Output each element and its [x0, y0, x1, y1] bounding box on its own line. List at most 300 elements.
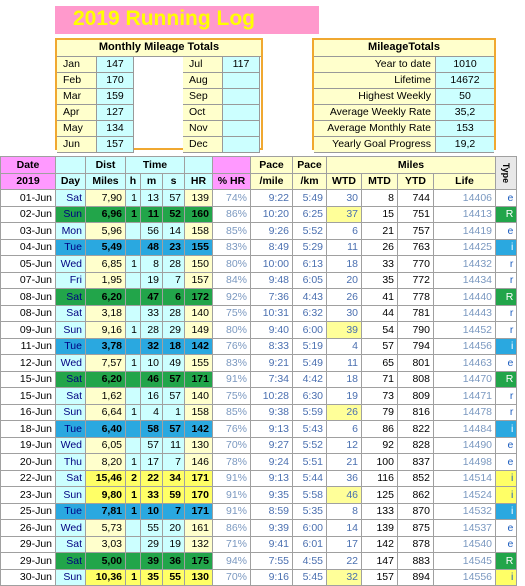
wtd-cell[interactable]: 14 — [327, 520, 362, 537]
date-cell[interactable]: 15-Jun — [1, 371, 56, 388]
heart-rate-cell[interactable]: 157 — [185, 272, 213, 289]
heart-rate-cell[interactable]: 175 — [185, 553, 213, 570]
type-cell[interactable]: e — [496, 520, 517, 537]
heart-rate-cell[interactable]: 171 — [185, 503, 213, 520]
mtd-cell[interactable]: 92 — [362, 437, 398, 454]
minutes-cell[interactable]: 55 — [141, 520, 163, 537]
type-cell[interactable]: r — [496, 388, 517, 405]
month-value[interactable]: 134 — [97, 121, 134, 137]
day-cell[interactable]: Wed — [56, 437, 86, 454]
month-value[interactable] — [223, 73, 260, 89]
miles-cell[interactable]: 9,16 — [86, 322, 126, 339]
date-cell[interactable]: 22-Jun — [1, 470, 56, 487]
pace-km-cell[interactable]: 5:35 — [293, 503, 327, 520]
life-cell[interactable]: 14425 — [434, 239, 496, 256]
heart-rate-cell[interactable]: 149 — [185, 322, 213, 339]
minutes-cell[interactable]: 10 — [141, 503, 163, 520]
date-cell[interactable]: 29-Jun — [1, 536, 56, 553]
date-cell[interactable]: 29-Jun — [1, 553, 56, 570]
date-cell[interactable]: 05-Jun — [1, 256, 56, 273]
pace-km-cell[interactable]: 6:01 — [293, 536, 327, 553]
miles-cell[interactable]: 6,20 — [86, 289, 126, 306]
day-cell[interactable]: Wed — [56, 355, 86, 372]
pace-km-cell[interactable]: 6:00 — [293, 520, 327, 537]
hours-cell[interactable] — [126, 520, 141, 537]
type-cell[interactable]: r — [496, 322, 517, 339]
pct-hr-cell[interactable]: 84% — [213, 272, 251, 289]
wtd-cell[interactable]: 18 — [327, 256, 362, 273]
ytd-cell[interactable]: 744 — [398, 190, 434, 207]
wtd-cell[interactable]: 46 — [327, 487, 362, 504]
wtd-cell[interactable]: 18 — [327, 371, 362, 388]
type-cell[interactable]: r — [496, 272, 517, 289]
pct-hr-cell[interactable]: 91% — [213, 371, 251, 388]
hours-cell[interactable]: 1 — [126, 190, 141, 207]
pct-hr-cell[interactable]: 85% — [213, 223, 251, 240]
seconds-cell[interactable]: 7 — [163, 503, 185, 520]
seconds-cell[interactable]: 57 — [163, 421, 185, 438]
heart-rate-cell[interactable]: 172 — [185, 289, 213, 306]
seconds-cell[interactable]: 59 — [163, 487, 185, 504]
type-cell[interactable]: i — [496, 487, 517, 504]
life-cell[interactable]: 14434 — [434, 272, 496, 289]
life-cell[interactable]: 14556 — [434, 569, 496, 586]
pace-km-cell[interactable]: 6:25 — [293, 206, 327, 223]
minutes-cell[interactable]: 17 — [141, 454, 163, 471]
life-cell[interactable]: 14545 — [434, 553, 496, 570]
wtd-cell[interactable]: 30 — [327, 305, 362, 322]
minutes-cell[interactable]: 33 — [141, 305, 163, 322]
hours-cell[interactable]: 1 — [126, 454, 141, 471]
date-cell[interactable]: 20-Jun — [1, 454, 56, 471]
seconds-cell[interactable]: 29 — [163, 322, 185, 339]
ytd-cell[interactable]: 809 — [398, 388, 434, 405]
seconds-cell[interactable]: 28 — [163, 256, 185, 273]
minutes-cell[interactable]: 39 — [141, 553, 163, 570]
pace-km-cell[interactable]: 6:05 — [293, 272, 327, 289]
pct-hr-cell[interactable]: 83% — [213, 355, 251, 372]
mtd-cell[interactable]: 73 — [362, 388, 398, 405]
miles-cell[interactable]: 5,73 — [86, 520, 126, 537]
type-cell[interactable]: r — [496, 404, 517, 421]
seconds-cell[interactable]: 57 — [163, 388, 185, 405]
type-cell[interactable]: e — [496, 454, 517, 471]
hours-cell[interactable]: 2 — [126, 470, 141, 487]
miles-cell[interactable]: 10,36 — [86, 569, 126, 586]
pace-mile-cell[interactable]: 10:00 — [251, 256, 293, 273]
heart-rate-cell[interactable]: 130 — [185, 437, 213, 454]
pace-km-cell[interactable]: 5:52 — [293, 223, 327, 240]
day-cell[interactable]: Tue — [56, 421, 86, 438]
type-cell[interactable]: e — [496, 355, 517, 372]
type-cell[interactable]: r — [496, 256, 517, 273]
date-cell[interactable]: 18-Jun — [1, 421, 56, 438]
date-cell[interactable]: 07-Jun — [1, 272, 56, 289]
pace-km-cell[interactable]: 4:55 — [293, 553, 327, 570]
ytd-cell[interactable]: 870 — [398, 503, 434, 520]
heart-rate-cell[interactable]: 161 — [185, 520, 213, 537]
wtd-cell[interactable]: 30 — [327, 190, 362, 207]
date-cell[interactable]: 12-Jun — [1, 355, 56, 372]
date-cell[interactable]: 02-Jun — [1, 206, 56, 223]
pct-hr-cell[interactable]: 92% — [213, 289, 251, 306]
heart-rate-cell[interactable]: 140 — [185, 388, 213, 405]
pace-mile-cell[interactable]: 9:26 — [251, 223, 293, 240]
month-value[interactable] — [223, 105, 260, 121]
day-cell[interactable]: Sat — [56, 371, 86, 388]
minutes-cell[interactable]: 47 — [141, 289, 163, 306]
pace-mile-cell[interactable]: 7:36 — [251, 289, 293, 306]
miles-cell[interactable]: 6,20 — [86, 371, 126, 388]
heart-rate-cell[interactable]: 155 — [185, 355, 213, 372]
pace-km-cell[interactable]: 5:43 — [293, 421, 327, 438]
pct-hr-cell[interactable]: 70% — [213, 437, 251, 454]
pct-hr-cell[interactable]: 80% — [213, 322, 251, 339]
day-cell[interactable]: Sun — [56, 404, 86, 421]
mtd-cell[interactable]: 86 — [362, 421, 398, 438]
month-value[interactable]: 157 — [97, 137, 134, 153]
pace-km-cell[interactable]: 5:59 — [293, 404, 327, 421]
hours-cell[interactable] — [126, 536, 141, 553]
hours-cell[interactable] — [126, 437, 141, 454]
totals-value[interactable]: 19,2 — [436, 137, 494, 153]
pct-hr-cell[interactable]: 78% — [213, 454, 251, 471]
hours-cell[interactable] — [126, 421, 141, 438]
mtd-cell[interactable]: 57 — [362, 338, 398, 355]
life-cell[interactable]: 14452 — [434, 322, 496, 339]
seconds-cell[interactable]: 52 — [163, 206, 185, 223]
pace-mile-cell[interactable]: 10:31 — [251, 305, 293, 322]
seconds-cell[interactable]: 55 — [163, 569, 185, 586]
day-cell[interactable]: Tue — [56, 338, 86, 355]
date-cell[interactable]: 01-Jun — [1, 190, 56, 207]
pace-mile-cell[interactable]: 8:49 — [251, 239, 293, 256]
ytd-cell[interactable]: 751 — [398, 206, 434, 223]
month-value[interactable]: 147 — [97, 57, 134, 73]
pace-km-cell[interactable]: 6:32 — [293, 305, 327, 322]
ytd-cell[interactable]: 808 — [398, 371, 434, 388]
pace-km-cell[interactable]: 4:43 — [293, 289, 327, 306]
miles-cell[interactable]: 3,18 — [86, 305, 126, 322]
day-cell[interactable]: Sun — [56, 206, 86, 223]
ytd-cell[interactable]: 894 — [398, 569, 434, 586]
hours-cell[interactable]: 1 — [126, 404, 141, 421]
life-cell[interactable]: 14443 — [434, 305, 496, 322]
hours-cell[interactable]: 1 — [126, 569, 141, 586]
type-cell[interactable]: i — [496, 470, 517, 487]
seconds-cell[interactable]: 57 — [163, 371, 185, 388]
seconds-cell[interactable]: 36 — [163, 553, 185, 570]
pct-hr-cell[interactable]: 94% — [213, 553, 251, 570]
mtd-cell[interactable]: 65 — [362, 355, 398, 372]
minutes-cell[interactable]: 8 — [141, 256, 163, 273]
miles-cell[interactable]: 6,40 — [86, 421, 126, 438]
mtd-cell[interactable]: 79 — [362, 404, 398, 421]
day-cell[interactable]: Sat — [56, 190, 86, 207]
type-cell[interactable]: e — [496, 223, 517, 240]
heart-rate-cell[interactable]: 142 — [185, 421, 213, 438]
life-cell[interactable]: 14532 — [434, 503, 496, 520]
life-cell[interactable]: 14470 — [434, 371, 496, 388]
miles-cell[interactable]: 6,05 — [86, 437, 126, 454]
life-cell[interactable]: 14463 — [434, 355, 496, 372]
mtd-cell[interactable]: 8 — [362, 190, 398, 207]
pace-mile-cell[interactable]: 9:22 — [251, 190, 293, 207]
pace-km-cell[interactable]: 6:13 — [293, 256, 327, 273]
pace-mile-cell[interactable]: 8:59 — [251, 503, 293, 520]
hours-cell[interactable] — [126, 371, 141, 388]
totals-value[interactable]: 50 — [436, 89, 494, 105]
month-value[interactable] — [223, 89, 260, 105]
month-value[interactable] — [223, 121, 260, 137]
heart-rate-cell[interactable]: 139 — [185, 190, 213, 207]
day-cell[interactable]: Sat — [56, 289, 86, 306]
minutes-cell[interactable]: 11 — [141, 206, 163, 223]
type-cell[interactable]: i — [496, 239, 517, 256]
ytd-cell[interactable]: 816 — [398, 404, 434, 421]
type-cell[interactable]: i — [496, 503, 517, 520]
type-cell[interactable]: i — [496, 421, 517, 438]
date-cell[interactable]: 23-Jun — [1, 487, 56, 504]
day-cell[interactable]: Sat — [56, 388, 86, 405]
date-cell[interactable]: 08-Jun — [1, 289, 56, 306]
miles-cell[interactable]: 3,03 — [86, 536, 126, 553]
pace-mile-cell[interactable]: 9:48 — [251, 272, 293, 289]
heart-rate-cell[interactable]: 171 — [185, 371, 213, 388]
seconds-cell[interactable]: 19 — [163, 536, 185, 553]
minutes-cell[interactable]: 29 — [141, 536, 163, 553]
minutes-cell[interactable]: 4 — [141, 404, 163, 421]
wtd-cell[interactable]: 6 — [327, 223, 362, 240]
life-cell[interactable]: 14440 — [434, 289, 496, 306]
ytd-cell[interactable]: 828 — [398, 437, 434, 454]
life-cell[interactable]: 14456 — [434, 338, 496, 355]
date-cell[interactable]: 04-Jun — [1, 239, 56, 256]
pace-km-cell[interactable]: 5:44 — [293, 470, 327, 487]
seconds-cell[interactable]: 7 — [163, 272, 185, 289]
totals-value[interactable]: 14672 — [436, 73, 494, 89]
day-cell[interactable]: Wed — [56, 520, 86, 537]
month-value[interactable]: 127 — [97, 105, 134, 121]
mtd-cell[interactable]: 44 — [362, 305, 398, 322]
pace-mile-cell[interactable]: 9:41 — [251, 536, 293, 553]
heart-rate-cell[interactable]: 132 — [185, 536, 213, 553]
miles-cell[interactable]: 7,90 — [86, 190, 126, 207]
ytd-cell[interactable]: 822 — [398, 421, 434, 438]
pace-km-cell[interactable]: 6:00 — [293, 322, 327, 339]
wtd-cell[interactable]: 39 — [327, 322, 362, 339]
life-cell[interactable]: 14537 — [434, 520, 496, 537]
month-value[interactable]: 170 — [97, 73, 134, 89]
date-cell[interactable]: 16-Jun — [1, 404, 56, 421]
seconds-cell[interactable]: 1 — [163, 404, 185, 421]
minutes-cell[interactable]: 32 — [141, 338, 163, 355]
hours-cell[interactable] — [126, 338, 141, 355]
date-cell[interactable]: 15-Jun — [1, 388, 56, 405]
seconds-cell[interactable]: 49 — [163, 355, 185, 372]
hours-cell[interactable]: 1 — [126, 322, 141, 339]
heart-rate-cell[interactable]: 170 — [185, 487, 213, 504]
type-cell[interactable]: i — [496, 569, 517, 586]
seconds-cell[interactable]: 28 — [163, 305, 185, 322]
minutes-cell[interactable]: 35 — [141, 569, 163, 586]
mtd-cell[interactable]: 116 — [362, 470, 398, 487]
seconds-cell[interactable]: 7 — [163, 454, 185, 471]
wtd-cell[interactable]: 37 — [327, 206, 362, 223]
miles-cell[interactable]: 1,62 — [86, 388, 126, 405]
mtd-cell[interactable]: 15 — [362, 206, 398, 223]
date-cell[interactable]: 08-Jun — [1, 305, 56, 322]
wtd-cell[interactable]: 11 — [327, 239, 362, 256]
wtd-cell[interactable]: 4 — [327, 338, 362, 355]
type-cell[interactable]: i — [496, 338, 517, 355]
ytd-cell[interactable]: 794 — [398, 338, 434, 355]
life-cell[interactable]: 14478 — [434, 404, 496, 421]
ytd-cell[interactable]: 852 — [398, 470, 434, 487]
seconds-cell[interactable]: 20 — [163, 520, 185, 537]
type-cell[interactable]: r — [496, 305, 517, 322]
heart-rate-cell[interactable]: 158 — [185, 223, 213, 240]
totals-value[interactable]: 153 — [436, 121, 494, 137]
mtd-cell[interactable]: 26 — [362, 239, 398, 256]
miles-cell[interactable]: 3,78 — [86, 338, 126, 355]
hours-cell[interactable] — [126, 239, 141, 256]
pct-hr-cell[interactable]: 76% — [213, 338, 251, 355]
day-cell[interactable]: Wed — [56, 256, 86, 273]
miles-cell[interactable]: 9,80 — [86, 487, 126, 504]
pace-km-cell[interactable]: 5:49 — [293, 355, 327, 372]
date-cell[interactable]: 11-Jun — [1, 338, 56, 355]
heart-rate-cell[interactable]: 150 — [185, 256, 213, 273]
month-value[interactable]: 117 — [223, 57, 260, 73]
pct-hr-cell[interactable]: 85% — [213, 404, 251, 421]
ytd-cell[interactable]: 772 — [398, 272, 434, 289]
hours-cell[interactable]: 1 — [126, 503, 141, 520]
miles-cell[interactable]: 5,49 — [86, 239, 126, 256]
pace-mile-cell[interactable]: 10:20 — [251, 206, 293, 223]
pace-km-cell[interactable]: 5:29 — [293, 239, 327, 256]
minutes-cell[interactable]: 56 — [141, 223, 163, 240]
ytd-cell[interactable]: 770 — [398, 256, 434, 273]
ytd-cell[interactable]: 801 — [398, 355, 434, 372]
miles-cell[interactable]: 6,96 — [86, 206, 126, 223]
date-cell[interactable]: 30-Jun — [1, 569, 56, 586]
pace-mile-cell[interactable]: 9:16 — [251, 569, 293, 586]
ytd-cell[interactable]: 757 — [398, 223, 434, 240]
pct-hr-cell[interactable]: 70% — [213, 569, 251, 586]
date-cell[interactable]: 26-Jun — [1, 520, 56, 537]
day-cell[interactable]: Mon — [56, 223, 86, 240]
life-cell[interactable]: 14490 — [434, 437, 496, 454]
pct-hr-cell[interactable]: 74% — [213, 190, 251, 207]
type-cell[interactable]: R — [496, 371, 517, 388]
miles-cell[interactable]: 8,20 — [86, 454, 126, 471]
pct-hr-cell[interactable]: 91% — [213, 487, 251, 504]
wtd-cell[interactable]: 6 — [327, 421, 362, 438]
wtd-cell[interactable]: 32 — [327, 569, 362, 586]
miles-cell[interactable]: 15,46 — [86, 470, 126, 487]
pace-mile-cell[interactable]: 9:40 — [251, 322, 293, 339]
life-cell[interactable]: 14419 — [434, 223, 496, 240]
mtd-cell[interactable]: 133 — [362, 503, 398, 520]
pace-mile-cell[interactable]: 9:21 — [251, 355, 293, 372]
hours-cell[interactable] — [126, 272, 141, 289]
hours-cell[interactable] — [126, 223, 141, 240]
wtd-cell[interactable]: 36 — [327, 470, 362, 487]
pace-km-cell[interactable]: 5:58 — [293, 487, 327, 504]
ytd-cell[interactable]: 883 — [398, 553, 434, 570]
day-cell[interactable]: Thu — [56, 454, 86, 471]
ytd-cell[interactable]: 837 — [398, 454, 434, 471]
type-cell[interactable]: e — [496, 437, 517, 454]
ytd-cell[interactable]: 763 — [398, 239, 434, 256]
mtd-cell[interactable]: 100 — [362, 454, 398, 471]
seconds-cell[interactable]: 18 — [163, 338, 185, 355]
life-cell[interactable]: 14406 — [434, 190, 496, 207]
pace-km-cell[interactable]: 5:45 — [293, 569, 327, 586]
type-cell[interactable]: R — [496, 206, 517, 223]
wtd-cell[interactable]: 21 — [327, 454, 362, 471]
pct-hr-cell[interactable]: 91% — [213, 470, 251, 487]
heart-rate-cell[interactable]: 171 — [185, 470, 213, 487]
ytd-cell[interactable]: 878 — [398, 536, 434, 553]
life-cell[interactable]: 14484 — [434, 421, 496, 438]
pace-km-cell[interactable]: 5:52 — [293, 437, 327, 454]
seconds-cell[interactable]: 23 — [163, 239, 185, 256]
pace-mile-cell[interactable]: 7:55 — [251, 553, 293, 570]
pace-mile-cell[interactable]: 9:13 — [251, 421, 293, 438]
hours-cell[interactable]: 1 — [126, 256, 141, 273]
day-cell[interactable]: Fri — [56, 272, 86, 289]
mtd-cell[interactable]: 21 — [362, 223, 398, 240]
seconds-cell[interactable]: 57 — [163, 190, 185, 207]
wtd-cell[interactable]: 11 — [327, 355, 362, 372]
pct-hr-cell[interactable]: 86% — [213, 206, 251, 223]
minutes-cell[interactable]: 28 — [141, 322, 163, 339]
mtd-cell[interactable]: 147 — [362, 553, 398, 570]
minutes-cell[interactable]: 57 — [141, 437, 163, 454]
day-cell[interactable]: Sun — [56, 487, 86, 504]
pace-mile-cell[interactable]: 9:13 — [251, 470, 293, 487]
minutes-cell[interactable]: 46 — [141, 371, 163, 388]
hours-cell[interactable]: 1 — [126, 487, 141, 504]
pct-hr-cell[interactable]: 75% — [213, 305, 251, 322]
pace-mile-cell[interactable]: 7:34 — [251, 371, 293, 388]
seconds-cell[interactable]: 14 — [163, 223, 185, 240]
day-cell[interactable]: Tue — [56, 503, 86, 520]
day-cell[interactable]: Sat — [56, 553, 86, 570]
type-cell[interactable]: R — [496, 553, 517, 570]
wtd-cell[interactable]: 19 — [327, 388, 362, 405]
day-cell[interactable]: Sat — [56, 536, 86, 553]
ytd-cell[interactable]: 875 — [398, 520, 434, 537]
life-cell[interactable]: 14413 — [434, 206, 496, 223]
day-cell[interactable]: Sat — [56, 305, 86, 322]
mtd-cell[interactable]: 71 — [362, 371, 398, 388]
seconds-cell[interactable]: 6 — [163, 289, 185, 306]
minutes-cell[interactable]: 58 — [141, 421, 163, 438]
wtd-cell[interactable]: 8 — [327, 503, 362, 520]
heart-rate-cell[interactable]: 146 — [185, 454, 213, 471]
mtd-cell[interactable]: 125 — [362, 487, 398, 504]
hours-cell[interactable] — [126, 388, 141, 405]
pace-km-cell[interactable]: 5:19 — [293, 338, 327, 355]
miles-cell[interactable]: 5,00 — [86, 553, 126, 570]
heart-rate-cell[interactable]: 142 — [185, 338, 213, 355]
miles-cell[interactable]: 6,85 — [86, 256, 126, 273]
hours-cell[interactable] — [126, 289, 141, 306]
day-cell[interactable]: Sun — [56, 569, 86, 586]
